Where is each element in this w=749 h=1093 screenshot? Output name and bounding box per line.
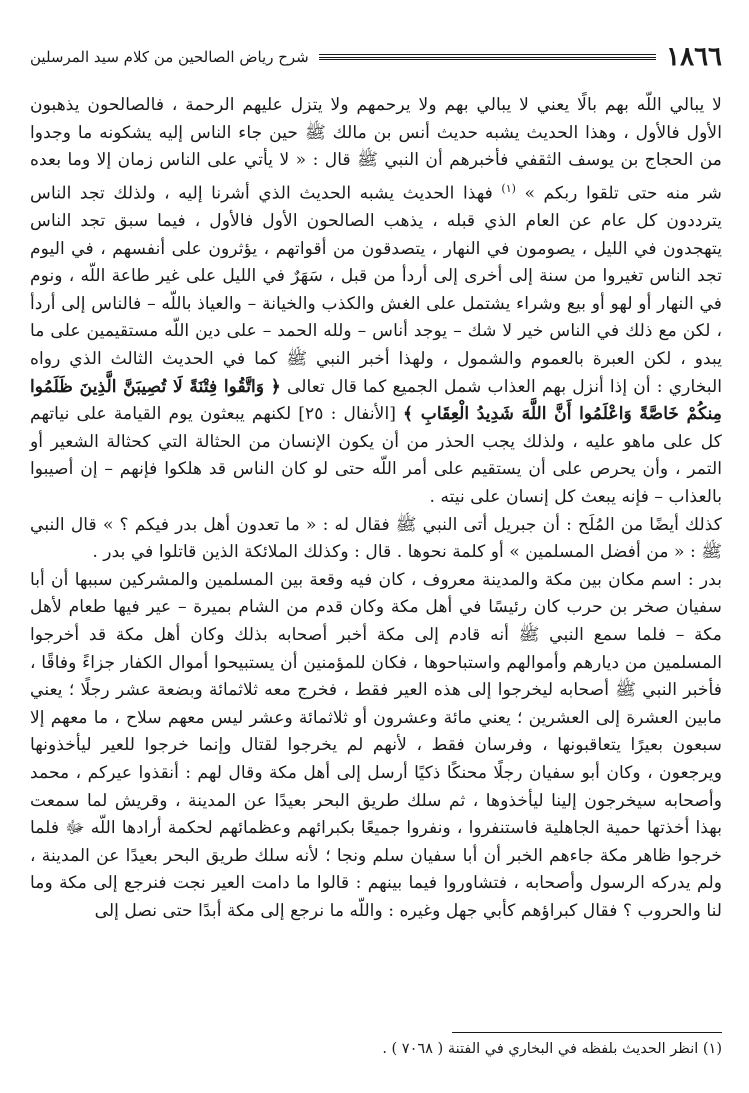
paragraph-1-text-end: لكنهم يبعثون يوم القيامة على نياتهم كل على ماهو عليه ، ولذلك يجب الحذر من أن يكون الإنسان من الحثالة التي كحثالة الشعير أو التمر ، وأن يحرص على أن يستقيم على أمر اللّه حتى لو كان الناس قد هلكوا فإنهم – إن أصيبوا بالعذاب – فإنه يبعث كل إنسان على نيته .	[30, 404, 722, 508]
footnote-separator	[452, 1032, 722, 1033]
footnote-reference: (١)	[501, 181, 516, 195]
paragraph-1-text-continued: فهذا الحديث يشبه الحديث الذي أشرنا إليه ، ولذلك تجد الناس يترددون كل عام عن العام الذي قبله ، يذهب الصالحون الأول فالأول ، فيما سبق تجد الناس يتهجدون في الليل ، يصومون في النهار ، يتصدقون من أقواتهم ، يؤثرون على أنفسهم ، في اليوم تجد الناس تغيروا من سنة إلى أخرى إلى أردأ من قبل ، سَهَرٌ في الليل على غير طاعة اللّه ، ونوم في النهار أو لهو أو بيع وشراء يشتمل على الغش والكذب والخيانة – والعياذ باللّه – فالناس إلى أردأ ، لكن مع ذلك في الناس خير لا شك – يوجد أناس – ولله الحمد – على دين اللّه مستقيمين على ما يبدو ، لكن العبرة بالعموم والشمول ، ولهذا أخبر النبي ﷺ كما في الحديث الثالث الذي رواه البخاري : أن إذا أنزل بهم العذاب شمل الجميع كما قال تعالى	[30, 183, 722, 397]
page-header	[30, 42, 722, 72]
book-title: شرح رياض الصالحين من كلام سيد المرسلين	[30, 48, 309, 66]
footnotes-area	[30, 1032, 722, 1057]
paragraph-1	[30, 92, 722, 512]
header-rule	[319, 54, 656, 60]
quran-verse-reference: [الأنفال : ٢٥]	[291, 404, 396, 425]
paragraph-1-text: لا يبالي اللّه بهم بالًا يعني لا يبالي بهم ولا يرحمهم ولا يتزل عليهم الرحمة ، فالصالحون يذهبون الأول فالأول ، وهذا الحديث يشبه حديث أنس بن مالك ﷺ حين جاء الناس إليه يشكونه ما وجدوا من الحجاج بن يوسف الثقفي فأخبرهم أن النبي ﷺ قال : « لا يأتي على الناس زمان إلا وما بعده شر منه حتى تلقوا ربكم »	[30, 95, 722, 204]
paragraph-3	[30, 567, 722, 926]
page-number: ١٨٦٦	[666, 42, 722, 72]
main-text	[30, 92, 722, 926]
footnote-1: (١) انظر الحديث بلفظه في البخاري في الفتنة ( ٧٠٦٨ ) .	[382, 1041, 722, 1057]
paragraph-2	[30, 512, 722, 567]
paragraph-3-text: بدر : اسم مكان بين مكة والمدينة معروف ، كان فيه وقعة بين المسلمين والمشركين سببها أن أبا سفيان صخر بن حرب كان رئيسًا في أهل مكة وكان قدم من الشام بميرة – عير فيها طعام لأهل مكة – فلما سمع النبي ﷺ أنه قادم إلى مكة أخبر أصحابه بذلك وكان أهل مكة قد أخرجوا المسلمين من ديارهم وأموالهم واستباحوها ، فكان للمؤمنين أن يستبيحوا أموال الكفار جزاءً وفاقًا ، فأخبر النبي ﷺ أصحابه ليخرجوا إلى هذه العير فقط ، فخرج معه ثلاثمائة وبضعة عشر رجلًا ؛ يعني مابين العشرة إلى العشرين ؛ يعني مائة وعشرون أو ثلاثمائة وعشر ليس معهم سلاح ، ما معهم إلا سبعون بعيرًا يتعاقبونها ، وفرسان فقط ، لأنهم لم يخرجوا لقتال وإنما خرجوا للعير ليأخذونها ويرجعون ، وكان أبو سفيان رجلًا محنكًا ذكيًا أرسل إلى أهل مكة وقال لهم : أنقذوا عيركم ، محمد وأصحابه سيخرجون إلينا ليأخذوها ، ثم سلك طريق البحر بعيدًا عن المدينة ، وقريش لما سمعت بهذا أخذتها حمية الجاهلية فاستنفروا ، ونفروا جميعًا بكبرائهم وعظمائهم لحكمة أرادها اللّه ﷻ فلما خرجوا ظاهر مكة جاءهم الخبر أن أبا سفيان سلم ونجا ؛ لأنه سلك طريق البحر بعيدًا عن المدينة ، ولم يدركه الرسول وأصحابه ، فتشاوروا فيما بينهم : قالوا ما دامت العير نجت فنرجع إلى مكة وما لنا والحروب ؟ فقال كبراؤهم كأبي جهل وغيره : واللّه ما نرجع إلى مكة أبدًا حتى نصل إلى	[30, 569, 722, 921]
quran-verse: ﴿ وَاتَّقُوا فِتْنَةً لَا تُصِيبَنَّ الَّذِينَ ظَلَمُوا مِنكُمْ خَاصَّةً وَاعْلَمُوا أَنَّ اللَّهَ شَدِيدُ الْعِقَابِ ﴾	[30, 376, 722, 425]
paragraph-2-text: كذلك أيضًا من المُلَح : أن جبريل أتى النبي ﷺ فقال له : « ما تعدون أهل بدر فيكم ؟ » قال النبي ﷺ : « من أفضل المسلمين » أو كلمة نحوها . قال : وكذلك الملائكة الذين قاتلوا في بدر .	[30, 514, 722, 563]
book-page	[30, 30, 722, 1070]
